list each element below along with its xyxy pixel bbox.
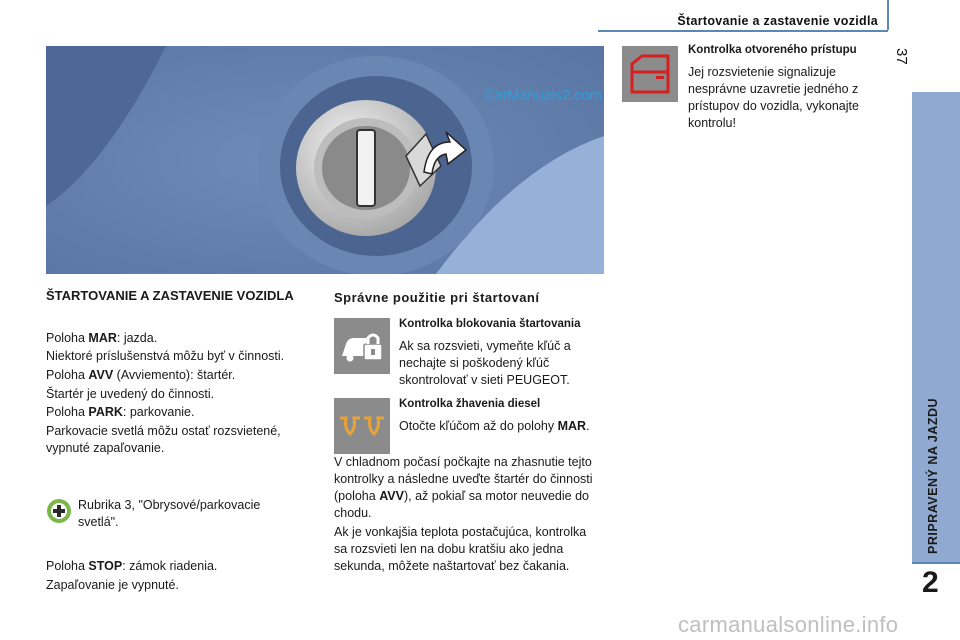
header-rule (598, 30, 888, 32)
watermark-bottom: carmanualsonline.info (678, 612, 899, 637)
immobiliser-title: Kontrolka blokovania štartovania (399, 318, 581, 330)
glow-turn-end: . (586, 419, 590, 433)
parking-lights-paragraph: Parkovacie svetlá môžu ostať rozsvietené, vypnuté zapaľovanie. (46, 424, 281, 455)
chapter-side-tab (912, 92, 960, 562)
glow-mar-label: MAR (557, 419, 587, 433)
ignition-illustration (46, 46, 604, 274)
ignition-off-paragraph: Zapaľovanie je vypnuté. (46, 578, 179, 592)
mar-label: MAR (88, 331, 117, 345)
door-warning-title: Kontrolka otvoreného prístupu (688, 44, 857, 56)
park-label: PARK (88, 405, 123, 419)
stop-paragraph (46, 558, 217, 575)
header-vertical-rule (887, 0, 889, 30)
plus-info-icon (46, 498, 72, 524)
avv-label: AVV (88, 368, 114, 382)
glow-cold-end: ), až pokiaľ sa motor neuvedie do chodu. (334, 489, 589, 520)
see-also-note: Rubrika 3, "Obrysové/parkovacie svetlá". (78, 498, 261, 529)
accessories-paragraph: Niektoré príslušenstvá môžu byť v činnosti. (46, 349, 285, 363)
stop-label: STOP (88, 559, 123, 573)
glow-turn-text: Otočte kľúčom až do polohy (399, 419, 558, 433)
immobiliser-warning-icon (334, 318, 390, 374)
avv-text: (Avviemento): štartér. (113, 368, 236, 382)
park-paragraph (46, 404, 194, 421)
avv-prefix: Poloha (46, 368, 89, 382)
mar-paragraph (46, 330, 157, 347)
page-number: 37 (893, 48, 910, 65)
glow-avv-label: AVV (379, 489, 404, 503)
chapter-number: 2 (922, 566, 939, 599)
section-title: ŠTARTOVANIE A ZASTAVENIE VOZIDLA (46, 288, 294, 303)
park-prefix: Poloha (46, 405, 89, 419)
stop-prefix: Poloha (46, 559, 89, 573)
mar-prefix: Poloha (46, 331, 89, 345)
stop-text: : zámok riadenia. (122, 559, 218, 573)
ignition-lock-drawing (46, 46, 604, 274)
watermark-top: CarManuals2.com (484, 88, 602, 104)
avv-paragraph (46, 367, 235, 384)
glow-cold-text: V chladnom počasí počkajte na zhasnutie tejto kontrolky a následne uveďte štartér do činnosti (poloha (334, 455, 593, 503)
glow-cold-paragraph (334, 454, 600, 522)
glow-plug-warning-icon (334, 398, 390, 454)
glow-plug-title: Kontrolka žhavenia diesel (399, 398, 541, 410)
door-warning-text: Jej rozsvietenie signalizuje nesprávne uzavretie jedného z prístupov do vozidla, vykonajte kontrolu! (688, 65, 859, 130)
glow-warm-paragraph: Ak je vonkajšia teplota postačujúca, kontrolka sa rozsvieti len na dobu kratšiu ako jedna sekunda, môžete naštartovať bez čakania. (334, 525, 587, 573)
park-text: : parkovanie. (122, 405, 195, 419)
running-header: Štartovanie a zastavenie vozidla (677, 14, 878, 28)
starting-use-heading: Správne použitie pri štartovaní (334, 290, 540, 305)
mar-text: : jazda. (116, 331, 158, 345)
chapter-tab-label: PRIPRAVENÝ NA JAZDU (926, 397, 940, 554)
open-door-warning-icon (622, 46, 678, 102)
chapter-rule (912, 562, 960, 564)
starter-paragraph: Štartér je uvedený do činnosti. (46, 387, 215, 401)
immobiliser-text: Ak sa rozsvieti, vymeňte kľúč a nechajte si poškodený kľúč skontrolovať v sieti PEUGEOT. (399, 339, 571, 387)
glow-turn-paragraph (399, 418, 599, 435)
